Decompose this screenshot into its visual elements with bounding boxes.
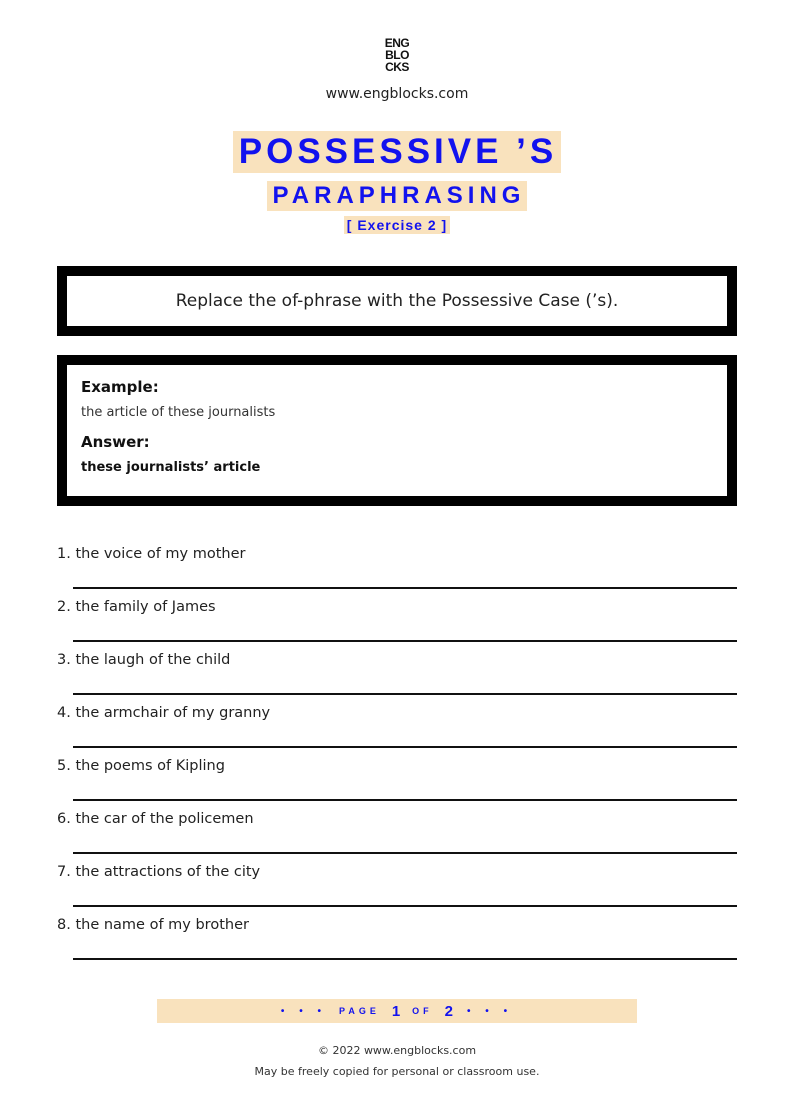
engblocks-logo — [0, 37, 794, 73]
pagination-bar — [157, 999, 637, 1023]
license-note: May be freely copied for personal or classroom use. — [254, 1065, 540, 1078]
item-text: 1. the voice of my mother — [57, 546, 246, 562]
page-title: POSSESSIVE ’S — [233, 131, 562, 173]
item-text: 2. the family of James — [57, 599, 216, 615]
exercise-item — [57, 643, 737, 696]
answer-line[interactable] — [73, 905, 737, 907]
exercise-item — [57, 696, 737, 749]
title-wrap — [0, 131, 794, 173]
item-text: 7. the attractions of the city — [57, 864, 261, 880]
logo-line-2: BLO — [385, 48, 409, 62]
instruction-box — [57, 266, 737, 336]
example-label: Example: — [81, 378, 159, 396]
answer-line[interactable] — [73, 693, 737, 695]
exercise-wrap — [0, 215, 794, 234]
example-text: the article of these journalists — [81, 405, 276, 420]
exercise-item — [57, 537, 737, 590]
exercise-item — [57, 802, 737, 855]
pagination-total: 2 — [444, 1002, 454, 1020]
answer-line[interactable] — [73, 640, 737, 642]
pagination-current: 1 — [391, 1002, 401, 1020]
item-text: 6. the car of the policemen — [57, 811, 254, 827]
item-text: 4. the armchair of my granny — [57, 705, 271, 721]
page-subtitle: PARAPHRASING — [267, 181, 528, 211]
copyright: © 2022 www.engblocks.com — [317, 1044, 477, 1057]
answer-label: Answer: — [81, 433, 150, 451]
answer-text: these journalists’ article — [81, 460, 261, 475]
subtitle-wrap — [0, 181, 794, 211]
pagination-dots-left: • • • — [280, 1005, 327, 1017]
logo-line-3: CKS — [385, 60, 409, 74]
instruction-text: Replace the of-phrase with the Possessive Case (’s). — [175, 291, 619, 311]
answer-line[interactable] — [73, 587, 737, 589]
item-text: 3. the laugh of the child — [57, 652, 231, 668]
pagination-dots-right: • • • — [467, 1005, 514, 1017]
exercise-item — [57, 590, 737, 643]
exercise-item — [57, 855, 737, 908]
answer-line[interactable] — [73, 799, 737, 801]
site-url: www.engblocks.com — [325, 86, 469, 102]
exercise-label: [ Exercise 2 ] — [344, 216, 450, 234]
example-box — [57, 355, 737, 506]
item-text: 5. the poems of Kipling — [57, 758, 225, 774]
exercise-items — [57, 537, 737, 961]
pagination-page-word: PAGE — [338, 1006, 380, 1016]
logo-line-1: ENG — [384, 36, 410, 50]
answer-line[interactable] — [73, 958, 737, 960]
answer-line[interactable] — [73, 746, 737, 748]
answer-line[interactable] — [73, 852, 737, 854]
item-text: 8. the name of my brother — [57, 917, 249, 933]
pagination-of-word: OF — [412, 1006, 433, 1016]
exercise-item — [57, 749, 737, 802]
exercise-item — [57, 908, 737, 961]
